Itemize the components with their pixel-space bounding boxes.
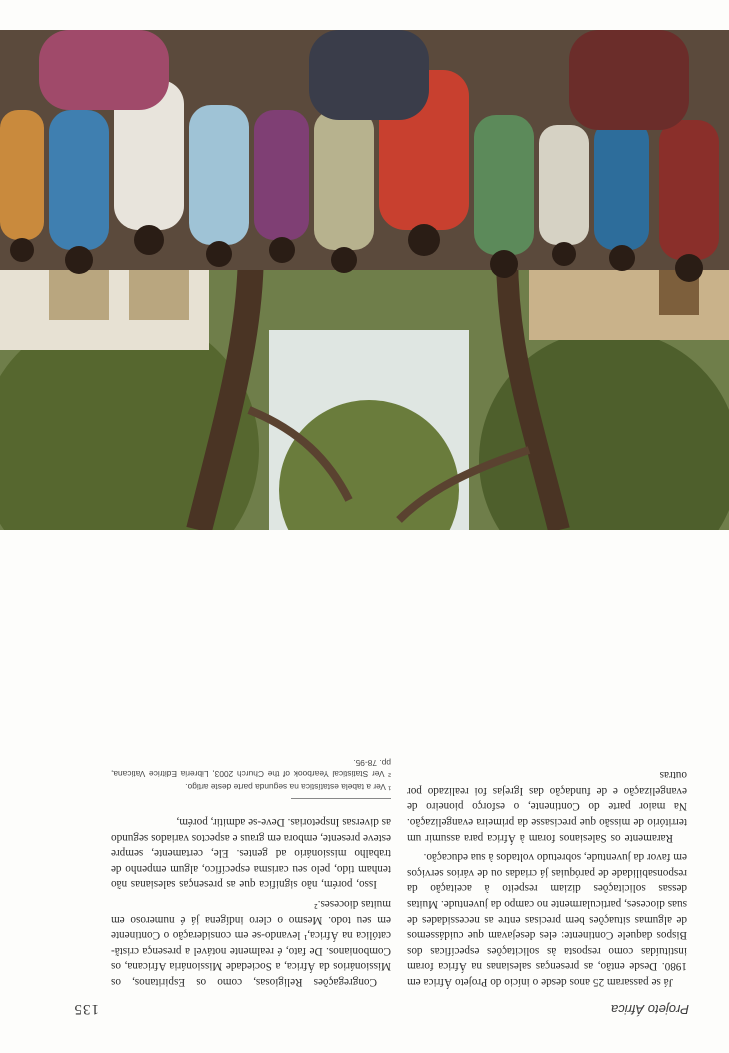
footnote: ¹ Ver a tabela estatística na segunda parte deste artigo. [185,782,391,793]
text-column-left [407,763,687,989]
paragraph: Já se passaram 25 anos desde o início do Projeto África em 1980. Desde então, as presenças salesianas na África foram instituídas como resposta às solicitações específicas dos Bispos daquele Continente: eles desejavam que cuidássemos de algumas situações bem precisas entre as necessidades de suas dioceses, particularmente no campo da juventude. Muitas dessas solicitações diziam respeito à aceitação da responsabilidade de paróquias já criadas ou de vários serviços em favor da juventude, sobretudo voltados à sua educação. [407,851,687,988]
footnotes [111,757,391,799]
footnote: ² Ver Statistical Yearbook of the Church 2003, Libreria Editrice Vaticana, pp. 78-95. [111,758,391,780]
paragraph: Raramente os Salesianos foram à África para assumir um território de missão que precisasse da primeira evangelização. Na maior parte do Continente, o esforço pioneiro de evangelização e de fundação das Igrejas foi realizado por outras [407,769,687,844]
photo-crowd-under-tree [0,30,729,530]
page-header [29,993,689,1017]
paragraph: Congregações Religiosas, como os Espiritanos, os Missionários da África, a Sociedade Missionária Africana, os Combonianos. De fato, é realmente notável a presença cristã-católica na África,¹ levando-se em consideração o Continente em seu todo. Mesmo o clero indígena já é numeroso em muitas dioceses.² [111,898,391,988]
photo-illustration [0,30,729,530]
paragraph: Isso, porém, não significa que as presenças salesianas não tenham tido, pelo seu carisma específico, algum empenho de trabalho missionário ad gentes. Ele, certamente, sempre esteve presente, embora em graus e aspectos variados segundo as diversas Inspetorias. Deve-se admitir, porém, [111,816,391,891]
section-label: Projeto África [610,1002,689,1017]
text-column-right [111,755,391,989]
page-number: 135 [73,1001,99,1017]
